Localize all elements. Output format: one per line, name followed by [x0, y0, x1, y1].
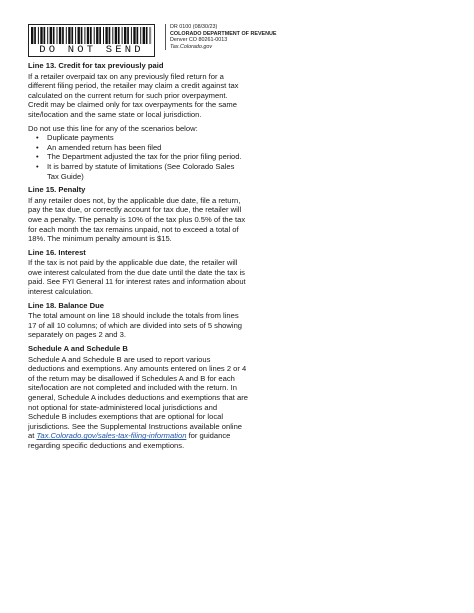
line13-bullet-list [28, 133, 248, 181]
line15-body: If any retailer does not, by the applicable due date, file a return, pay the tax due, or correctly account for tax due, the retailer will owe a penalty. The penalty is 10% of the tax plus 0.5% of the tax for each month the tax remains unpaid, not to exceed a total of 18%. The minimum penalty amount is $15. [28, 195, 246, 244]
bullet-icon: • [36, 133, 39, 143]
supplemental-instructions-link[interactable]: Tax.Colorado.gov/sales-tax-filing-information [36, 431, 187, 441]
line16-heading: Line 16. Interest [28, 247, 86, 257]
bullet-icon: • [36, 152, 39, 162]
line13-not-use-intro: Do not use this line for any of the scenarios below: [28, 123, 198, 133]
line15-heading: Line 15. Penalty [28, 185, 86, 195]
barcode-bars [31, 27, 152, 44]
schedules-heading: Schedule A and Schedule B [28, 344, 128, 354]
list-item: • Duplicate payments [36, 133, 114, 143]
agency-header [165, 24, 320, 50]
list-item: • The Department adjusted the tax for the prior filing period. [36, 152, 242, 162]
department-address: Denver CO 80261-0013 [170, 37, 228, 44]
instructions-body [28, 61, 248, 451]
bullet-icon: • [36, 142, 39, 152]
bullet-icon: • [36, 161, 39, 171]
line13-heading: Line 13. Credit for tax previously paid [28, 61, 164, 70]
form-id: DR 0100 (08/30/23) [170, 24, 218, 30]
line16-body: If the tax is not paid by the applicable due date, the retailer will owe interest calculated from the due date until the date the tax is paid. See FYI General 11 for interest rates and information about interest calculation. [28, 258, 246, 297]
schedules-body-text: Schedule A and Schedule B are used to report various deductions and exemptions. Any amounts entered on lines 2 or 4 of the return may be disallowed if Schedules A and B for each site/location are not completed and included with the return. In general, Schedule A includes deductions and exemptions that are not optional for state-administered local jurisdictions and Schedule B includes exemptions that are optional for local jurisdictions. See the Supplemental Instructions available online at [28, 354, 248, 441]
list-item: • An amended return has been filed [36, 142, 162, 152]
barcode [28, 24, 155, 57]
schedules-body-after: for guidance regarding specific deductions and exemptions. [28, 431, 231, 450]
line18-heading: Line 18. Balance Due [28, 300, 104, 310]
department-website: Tax.Colorado.gov [170, 43, 213, 50]
line13-body: If a retailer overpaid tax on any previously filed return for a different filing period, the retailer may claim a credit against tax calculated on the current return for such prior overpayment. Credit may be claimed only for tax overpayments for the same site/location and the same state or local jurisdiction. [28, 71, 239, 119]
list-item: • It is barred by statute of limitations (See Colorado Sales Tax Guide) [36, 161, 235, 181]
barcode-label: DO NOT SEND [39, 44, 144, 56]
department-name: COLORADO DEPARTMENT OF REVENUE [170, 30, 277, 37]
schedules-body [28, 355, 248, 451]
line18-body: The total amount on line 18 should include the totals from lines 17 of all 10 columns; of which are divided into sets of 5 showing separately on pages 2 and 3. [28, 311, 243, 340]
